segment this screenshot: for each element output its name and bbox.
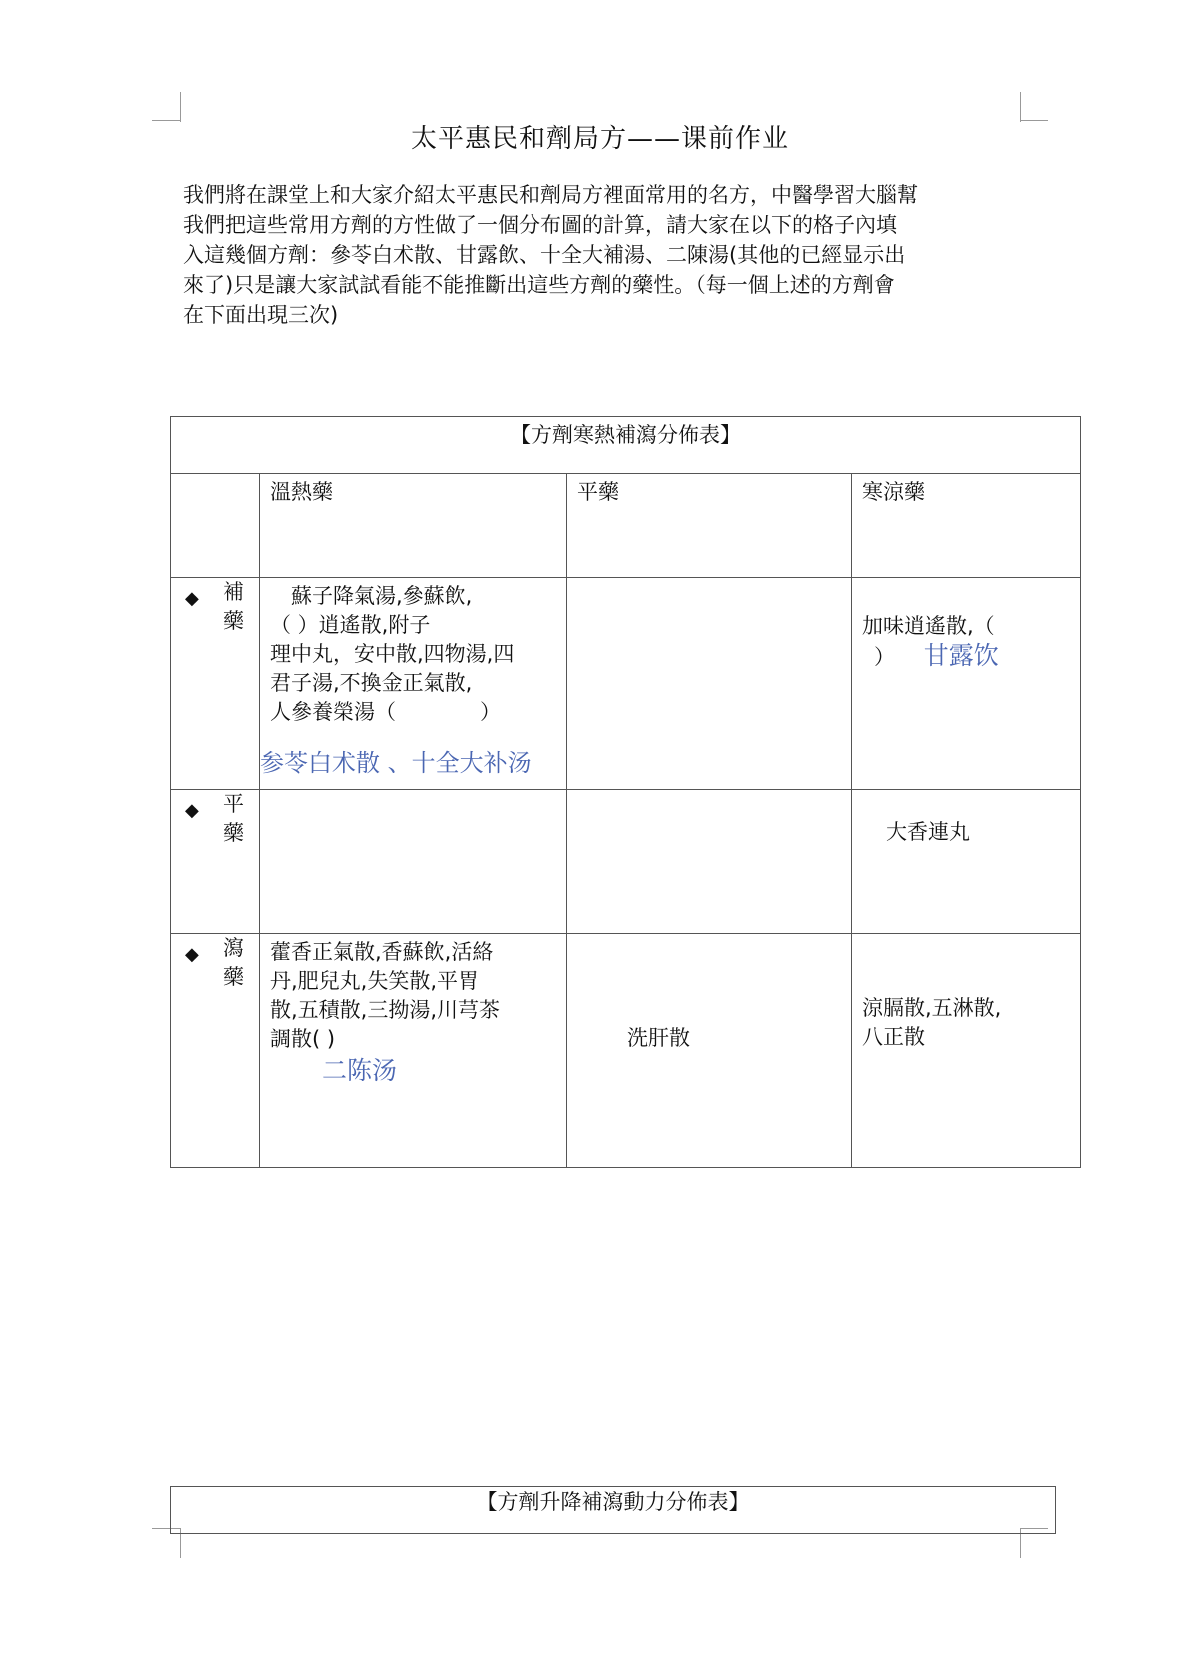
cell-line: 君子湯,不換金正氣散, bbox=[270, 671, 473, 695]
cell-line: 丹,肥兒丸,失笑散,平胃 bbox=[270, 969, 480, 993]
cell-line: 理中丸，安中散,四物湯,四 bbox=[270, 642, 515, 666]
cell-line: 涼膈散,五淋散, bbox=[862, 996, 1002, 1020]
row-header-tonify bbox=[171, 578, 260, 790]
cell-tonify-warm bbox=[260, 578, 567, 790]
cell-line: 蘇子降氣湯,參蘇飲, bbox=[270, 584, 473, 608]
page-title: 太平惠民和劑局方——课前作业 bbox=[410, 124, 789, 154]
diamond-bullet-icon: ◆ bbox=[185, 944, 199, 965]
intro-paragraph bbox=[183, 180, 1033, 330]
row-header-purge bbox=[171, 934, 260, 1168]
cell-line: ） 甘露饮 bbox=[874, 641, 999, 670]
cell-purge-neutral bbox=[567, 934, 852, 1168]
cell-line: 人參養榮湯（ ） bbox=[270, 700, 501, 724]
cell-line: 散,五積散,三拗湯,川芎茶 bbox=[270, 998, 501, 1022]
formula-distribution-table bbox=[170, 416, 1081, 1168]
cell-line: 藿香正氣散,香蘇飲,活絡 bbox=[270, 940, 494, 964]
handwritten-answer: 二陈汤 bbox=[322, 1056, 398, 1085]
diamond-bullet-icon: ◆ bbox=[185, 800, 199, 821]
handwritten-answer: 参苓白术散 、十全大补汤 bbox=[260, 749, 532, 777]
table-row-neutral bbox=[171, 790, 1081, 934]
cell-neutral-warm bbox=[260, 790, 567, 934]
intro-line: 我們將在課堂上和大家介紹太平惠民和劑局方裡面常用的名方，中醫學習大腦幫 bbox=[183, 183, 918, 207]
empty-corner-cell bbox=[171, 474, 260, 578]
row-header-neutral bbox=[171, 790, 260, 934]
row-label: 補藥 bbox=[223, 580, 244, 633]
intro-line: 入這幾個方劑：參苓白术散、甘露飲、十全大補湯、二陳湯(其他的已經显示出 bbox=[183, 243, 906, 267]
diamond-bullet-icon: ◆ bbox=[185, 588, 199, 609]
cell-neutral-cold bbox=[852, 790, 1081, 934]
handwritten-answer: 甘露饮 bbox=[923, 641, 999, 670]
bottom-table-caption: 【方劑升降補瀉動力分佈表】 bbox=[170, 1486, 1056, 1534]
cell-line: 八正散 bbox=[862, 1025, 925, 1049]
col-header-neutral: 平藥 bbox=[567, 474, 852, 578]
intro-line: 我們把這些常用方劑的方性做了一個分布圖的計算，請大家在以下的格子內填 bbox=[183, 213, 897, 237]
table-row-tonify bbox=[171, 578, 1081, 790]
column-header-row bbox=[171, 474, 1081, 578]
table-caption: 【方劑寒熱補瀉分佈表】 bbox=[171, 417, 1081, 474]
cell-line: 加味逍遙散,（ bbox=[862, 614, 995, 638]
row-label: 瀉藥 bbox=[223, 936, 244, 989]
intro-line: 來了)只是讓大家試試看能不能推斷出這些方劑的藥性。（每一個上述的方劑會 bbox=[183, 273, 895, 297]
cell-line: （ ）逍遙散,附子 bbox=[270, 613, 431, 637]
intro-line: 在下面出現三次) bbox=[183, 303, 339, 327]
col-header-warm: 溫熱藥 bbox=[260, 474, 567, 578]
cell-line: 調散( ) bbox=[270, 1027, 336, 1051]
col-header-cold: 寒涼藥 bbox=[852, 474, 1081, 578]
table-row-purge bbox=[171, 934, 1081, 1168]
cell-line: 洗肝散 bbox=[627, 1026, 690, 1050]
cell-tonify-neutral bbox=[567, 578, 852, 790]
cell-purge-warm bbox=[260, 934, 567, 1168]
cell-neutral-neutral bbox=[567, 790, 852, 934]
cell-line: 大香連丸 bbox=[886, 820, 970, 844]
row-label: 平藥 bbox=[223, 792, 244, 845]
table-caption-row bbox=[171, 417, 1081, 474]
cell-tonify-cold bbox=[852, 578, 1081, 790]
cell-purge-cold bbox=[852, 934, 1081, 1168]
